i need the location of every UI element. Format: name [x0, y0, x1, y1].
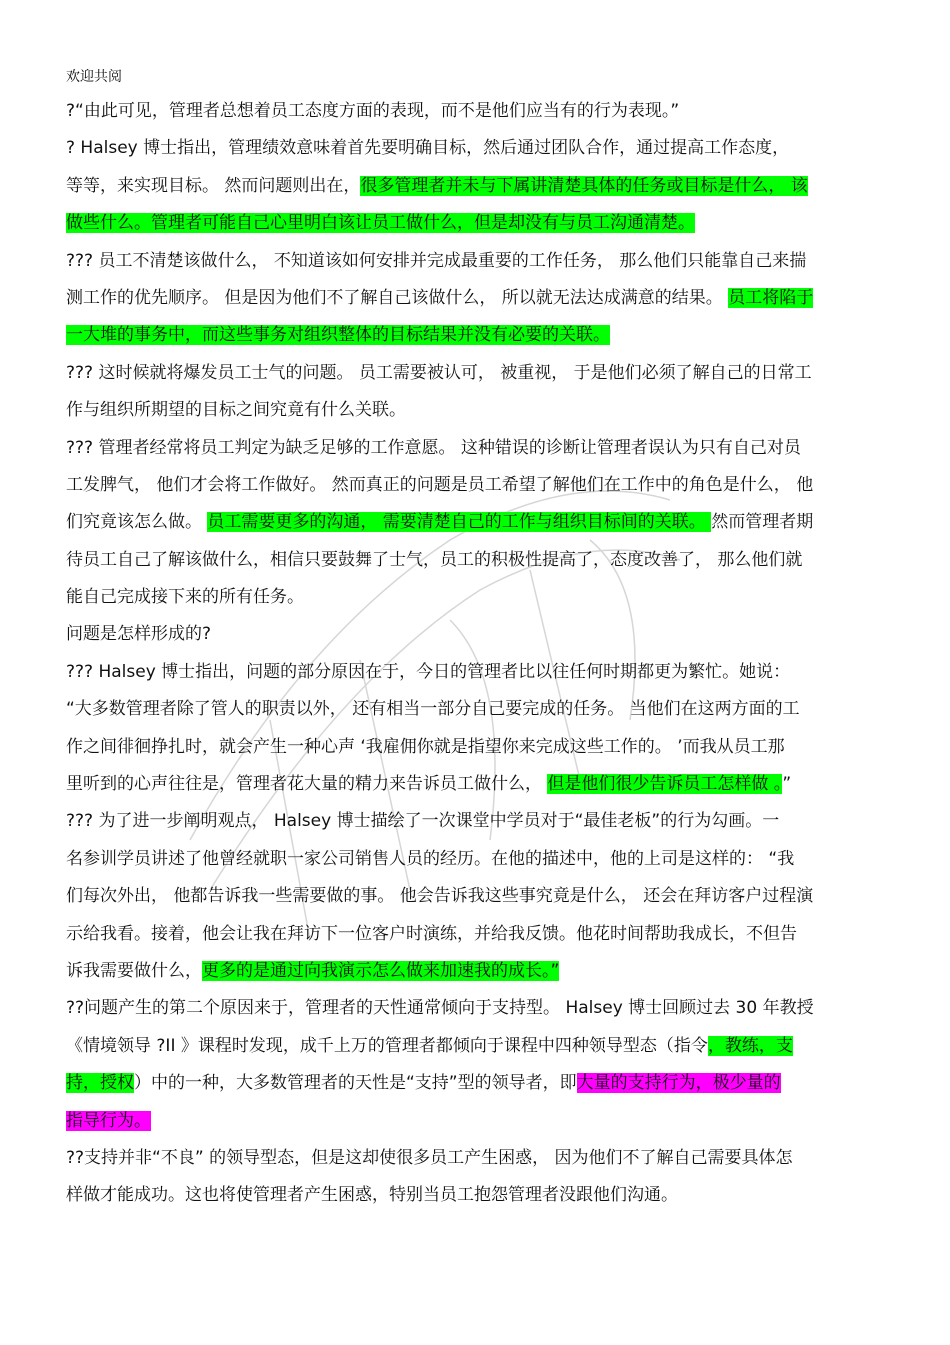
text-run: ?“由此可见，管理者总想着员工态度方面的表现，而不是他们应当有的行为表现。”	[66, 101, 680, 121]
text-run: ??问题产生的第二个原因来于，管理者的天性通常倾向于支持型。 Halsey 博士回顾过去 30 年教授	[66, 998, 814, 1019]
text-run: 等等，来实现目标。 然而问题则出在，	[66, 175, 361, 196]
text-run: 测工作的优先顺序。 但是因为他们不了解自己该做什么， 所以就无法达成满意的结果。	[66, 287, 729, 308]
text-line	[66, 93, 886, 130]
text-run: 然而管理者期	[711, 512, 814, 533]
text-run: 名参训学员讲述了他曾经就职一家公司销售人员的经历。在他的描述中，他的上司是这样的： “我	[66, 848, 795, 869]
text-line	[66, 1177, 886, 1214]
text-line	[66, 803, 886, 840]
text-line	[66, 916, 886, 953]
text-line	[66, 1140, 886, 1177]
green-highlight: 员工将陷于	[728, 287, 814, 308]
text-line	[66, 841, 886, 878]
text-run: ）中的一种，大多数管理者的天性是“支持”型的领导者，即	[134, 1073, 577, 1094]
text-run: 们究竟该怎么做。	[66, 512, 208, 533]
text-run: 《情境领导 ?II 》课程时发现，成千上万的管理者都倾向于课程中四种领导型态（指令	[66, 1035, 708, 1056]
text-line	[66, 654, 886, 691]
page-header: 欢迎共阅	[66, 69, 122, 85]
text-run: 里听到的心声往往是，管理者花大量的精力来告诉员工做什么，	[66, 774, 548, 795]
text-run: 示给我看。接着，他会让我在拜访下一位客户时演练，并给我反馈。他花时间帮助我成长，不但告	[66, 923, 797, 944]
text-run: 工发脾气， 他们才会将工作做好。 然而真正的问题是员工希望了解他们在工作中的角色是什么， 他	[66, 474, 814, 495]
text-line	[66, 990, 886, 1027]
text-line	[66, 729, 886, 766]
green-highlight: 持，授权	[66, 1073, 134, 1094]
text-run: 待员工自己了解该做什么，相信只要鼓舞了士气，员工的积极性提高了，态度改善了， 那么他们就	[66, 549, 803, 570]
text-line	[66, 430, 886, 467]
text-line	[66, 280, 886, 317]
text-line	[66, 130, 886, 167]
text-run: 诉我需要做什么，	[66, 960, 202, 981]
text-line	[66, 616, 886, 653]
text-run: ??? 管理者经常将员工判定为缺乏足够的工作意愿。 这种错误的诊断让管理者误认为只有自己对员	[66, 437, 801, 458]
text-line	[66, 542, 886, 579]
text-line	[66, 878, 886, 915]
text-line	[66, 1065, 886, 1102]
text-run: ??? Halsey 博士指出，问题的部分原因在于，今日的管理者比以往任何时期都更为繁忙。她说：	[66, 661, 791, 682]
text-line	[66, 168, 886, 205]
text-run: ??支持并非“不良” 的领导型态，但是这却使很多员工产生困惑， 因为他们不了解自己需要具体怎	[66, 1147, 793, 1168]
text-line	[66, 243, 886, 280]
text-run: 作与组织所期望的目标之间究竟有什么关联。	[66, 400, 406, 421]
text-run: ??? 员工不清楚该做什么， 不知道该如何安排并完成最重要的工作任务， 那么他们只能靠自己来揣	[66, 250, 807, 271]
text-line	[66, 1028, 886, 1065]
text-line	[66, 467, 886, 504]
text-run: ??? 为了进一步阐明观点， Halsey 博士描绘了一次课堂中学员对于“最佳老板”的行为勾画。一	[66, 811, 780, 832]
text-run: 作之间徘徊挣扎时，就会产生一种心声 ‘我雇佣你就是指望你来完成这些工作的。 ’而我从员工那	[66, 736, 785, 757]
green-highlight: 但是他们很少告诉员工怎样做 。	[547, 774, 783, 795]
text-run: ”	[782, 774, 792, 795]
green-highlight: 一大堆的事务中，而这些事务对组织整体的目标结果并没有必要的关联。	[66, 325, 610, 346]
magenta-highlight: 指导行为。	[66, 1110, 151, 1131]
document-body	[66, 93, 886, 1215]
magenta-highlight: 大量的支持行为，极少量的	[576, 1073, 781, 1094]
green-highlight: 员工需要更多的沟通， 需要清楚自己的工作与组织目标间的关联。	[207, 512, 712, 533]
text-line	[66, 317, 886, 354]
green-highlight: 更多的是通过向我演示怎么做来加速我的成长。”	[202, 960, 560, 981]
text-run: 能自己完成接下来的所有任务。	[66, 587, 304, 608]
text-run: ? Halsey 博士指出，管理绩效意味着首先要明确目标，然后通过团队合作，通过提高工作态度，	[66, 138, 790, 159]
text-line	[66, 953, 886, 990]
text-run: “大多数管理者除了管人的职责以外， 还有相当一部分自己要完成的任务。 当他们在这两方面的工	[66, 699, 800, 720]
green-highlight: 做些什么。管理者可能自己心里明白该让员工做什么，但是却没有与员工沟通清楚。	[66, 213, 695, 234]
text-line	[66, 355, 886, 392]
text-run: 样做才能成功。这也将使管理者产生困惑，特别当员工抱怨管理者没跟他们沟通。	[66, 1185, 678, 1206]
green-highlight: 很多管理者并未与下属讲清楚具体的任务或目标是什么， 该	[360, 175, 808, 196]
text-line	[66, 766, 886, 803]
text-line	[66, 392, 886, 429]
text-line	[66, 579, 886, 616]
text-line	[66, 1103, 886, 1140]
text-line	[66, 205, 886, 242]
text-run: ??? 这时候就将爆发员工士气的问题。 员工需要被认可， 被重视， 于是他们必须了解自己的日常工	[66, 362, 812, 383]
text-run: 们每次外出， 他都告诉我一些需要做的事。 他会告诉我这些事究竟是什么， 还会在拜访客户过程演	[66, 886, 814, 907]
text-run: 问题是怎样形成的?	[66, 624, 212, 645]
text-line	[66, 504, 886, 541]
green-highlight: ，教练，支	[707, 1035, 793, 1056]
text-line	[66, 691, 886, 728]
